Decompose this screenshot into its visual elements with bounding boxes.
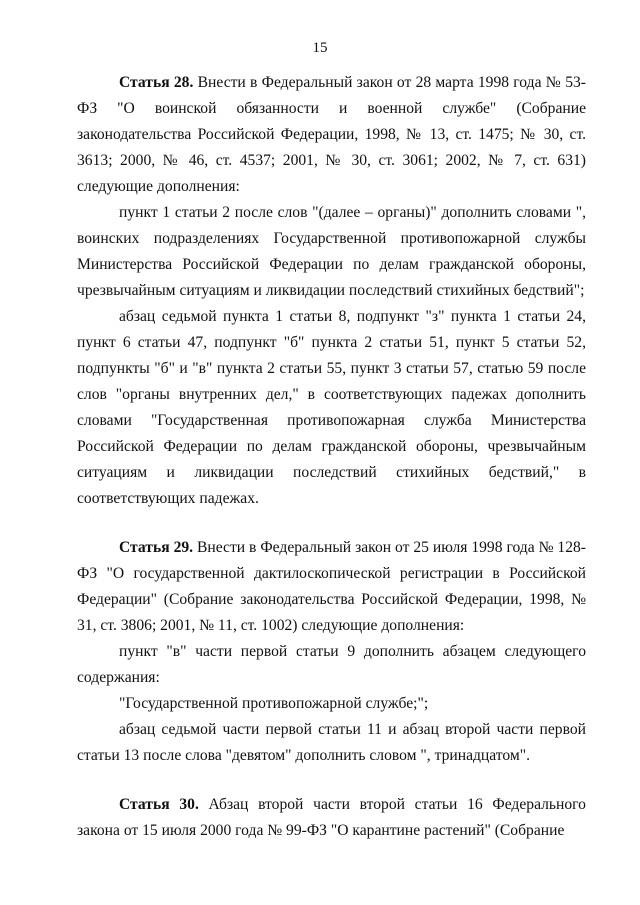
article-29-paragraph: "Государственной противопожарной службе;"; xyxy=(119,695,429,712)
article-30-text: Абзац второй части второй статьи 16 Федерального закона от 15 июля 2000 года № 99-ФЗ "О карантине растений" (Собрание xyxy=(77,796,586,839)
article-28-paragraph: пункт 1 статьи 2 после слов "(далее – органы)" дополнить словами ", воинских подразделениях Государственной противопожарной службы Министерства Российской Федерации по делам гражданской обороны, чрезвычайным ситуациям и ликвидации последствий стихийных бедствий"; xyxy=(77,204,586,299)
spacer xyxy=(77,769,586,792)
article-29-text: Внести в Федеральный закон от 25 июля 1998 года № 128-ФЗ "О государственной дактилоскопической регистрации в Российской Федерации" (Собрание законодательства Российской Федерации, 1998, № 31, ст. 3806; 2001, № 11, ст. 1002) следующие дополнения: xyxy=(77,539,586,634)
page-number: 15 xyxy=(312,40,328,56)
article-29-paragraph: абзац седьмой части первой статьи 11 и абзац второй части первой статьи 13 после слова "девятом" дополнить словом ", тринадцатом". xyxy=(77,721,586,764)
document-body xyxy=(77,70,586,844)
article-30-heading: Статья 30. xyxy=(119,796,199,813)
article-28-intro xyxy=(77,70,586,200)
article-30-intro xyxy=(77,792,586,844)
article-28-paragraph: абзац седьмой пункта 1 статьи 8, подпункт "з" пункта 1 статьи 24, пункт 6 статьи 47, подпункт "б" пункта 2 статьи 51, пункт 5 статьи 52, подпункты "б" и "в" пункта 2 статьи 55, пункт 3 статьи 57, статью 59 после слов "органы внутренних дел," в соответствующих падежах дополнить словами "Государственная противопожарная служба Министерства Российской Федерации по делам гражданской обороны, чрезвычайным ситуациям и ликвидации последствий стихийных бедствий," в соответствующих падежах. xyxy=(77,308,586,507)
article-28-heading: Статья 28. xyxy=(119,74,194,91)
article-29-intro xyxy=(77,535,586,639)
article-28-text: Внести в Федеральный закон от 28 марта 1998 года № 53-ФЗ "О воинской обязанности и военной службе" (Собрание законодательства Российской Федерации, 1998, № 13, ст. 1475; № 30, ст. 3613; 2000, № 46, ст. 4537; 2001, № 30, ст. 3061; 2002, № 7, ст. 631) следующие дополнения: xyxy=(77,74,586,195)
article-29-heading: Статья 29. xyxy=(119,539,194,556)
article-29-paragraph: пункт "в" части первой статьи 9 дополнить абзацем следующего содержания: xyxy=(77,643,586,686)
spacer xyxy=(77,512,586,535)
